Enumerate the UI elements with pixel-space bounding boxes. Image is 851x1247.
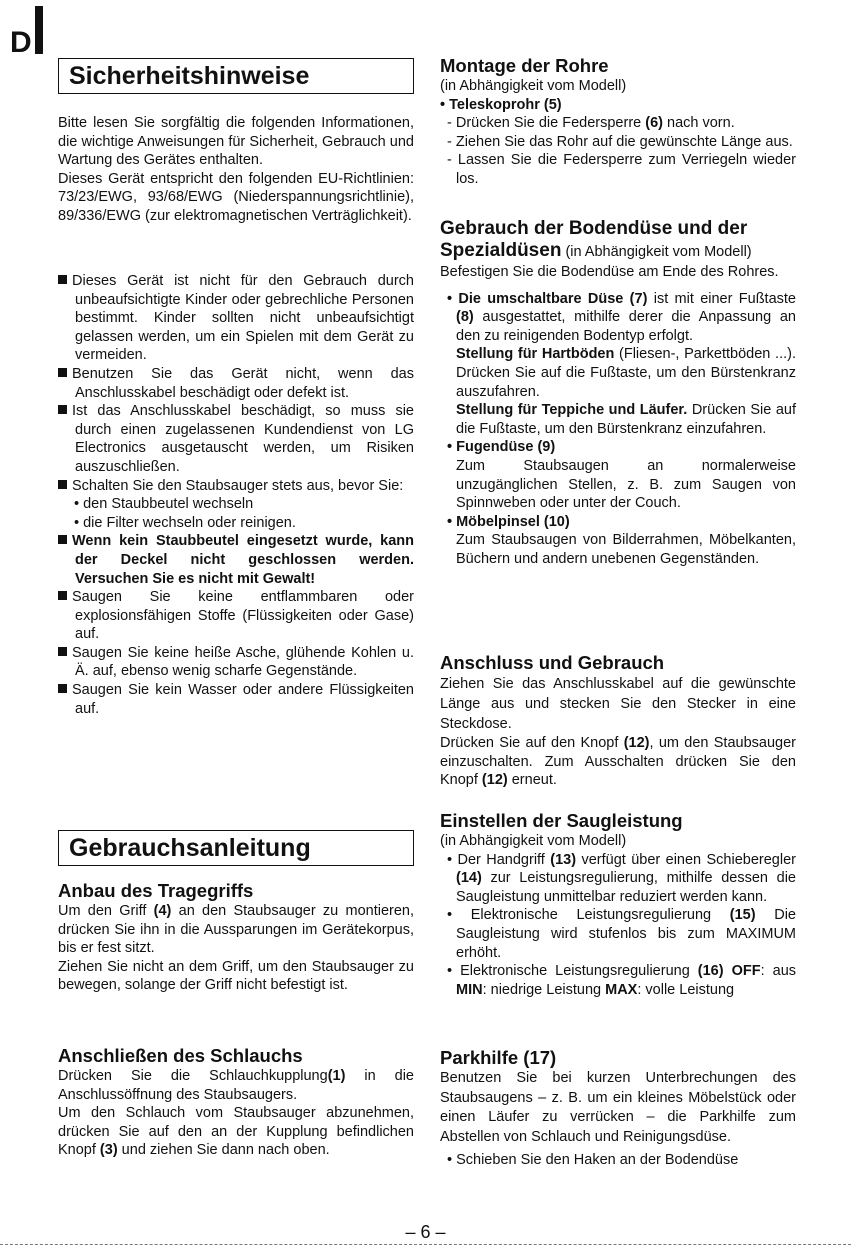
saug-note: (in Abhängigkeit vom Modell) bbox=[440, 833, 627, 849]
safety-list bbox=[58, 272, 414, 718]
rohre-note: (in Abhängigkeit vom Modell) bbox=[440, 78, 627, 94]
duese-section bbox=[440, 218, 796, 569]
duese-teppich: Stellung für Teppiche und Läufer. Drücken Sie auf die Fußtaste, um den Bürstenkranz einzufahren. bbox=[456, 402, 796, 437]
rohre-step: - Ziehen Sie das Rohr auf die gewünschte Länge aus. bbox=[447, 133, 793, 150]
fuge-text: Zum Staubsaugen an normalerweise unzugänglichen Stellen, z. B. zum Saugen von Spinnweben oder unter der Couch. bbox=[456, 457, 796, 512]
heading-schlauch: Anschließen des Schlauchs bbox=[58, 1045, 303, 1066]
anbau-section bbox=[58, 880, 414, 995]
rohre-step: - Lassen Sie die Federsperre zum Verriegeln wieder los. bbox=[447, 152, 796, 187]
safety-item: Dieses Gerät ist nicht für den Gebrauch durch unbeaufsichtigte Kinder oder gebrechliche Personen bestimmt. Kinder sollten nicht unbeaufsichtigt gelassen werden, um ein Spielen mit dem Gerät zu vermeiden. bbox=[58, 272, 414, 365]
safety-subitem: • den Staubbeutel wechseln bbox=[74, 496, 254, 513]
safety-item: Benutzen Sie das Gerät nicht, wenn das Anschlusskabel beschädigt oder defekt ist. bbox=[58, 365, 414, 402]
anschluss-section bbox=[440, 652, 796, 790]
safety-item: Saugen Sie kein Wasser oder andere Flüssigkeiten auf. bbox=[58, 681, 414, 718]
duese-intro: Befestigen Sie die Bodendüse am Ende des Rohres. bbox=[440, 264, 779, 280]
section-title-instructions: Gebrauchsanleitung bbox=[58, 830, 414, 866]
park-text: Benutzen Sie bei kurzen Unterbrechungen des Staubsaugens – z. B. um ein kleines Möbelstück oder einen Läufer zu verrücken – die Parkhilfe zum Abstellen von Schlauch und Reinigungsdüse. bbox=[440, 1070, 796, 1145]
moebel-heading: • Möbelpinsel (10) bbox=[447, 513, 570, 530]
heading-saug: Einstellen der Saugleistung bbox=[440, 810, 683, 831]
heading-park: Parkhilfe (17) bbox=[440, 1047, 557, 1068]
safety-intro bbox=[58, 114, 414, 226]
page-number: – 6 – bbox=[405, 1222, 446, 1242]
safety-item: Schalten Sie den Staubsauger stets aus, bevor Sie: bbox=[58, 477, 414, 496]
safety-item: Saugen Sie keine entflammbaren oder explosionsfähigen Stoffe (Flüssigkeiten oder Gase) auf. bbox=[58, 588, 414, 644]
heading-rohre: Montage der Rohre bbox=[440, 55, 609, 76]
park-text-2: • Schieben Sie den Haken an der Bodendüse bbox=[447, 1152, 739, 1168]
heading-anbau: Anbau des Tragegriffs bbox=[58, 880, 254, 901]
rohre-section bbox=[440, 55, 796, 189]
language-bar bbox=[35, 6, 43, 54]
safety-item: Saugen Sie keine heiße Asche, glühende Kohlen u. Ä. auf, ebenso wenig scharfe Gegenstände. bbox=[58, 644, 414, 681]
intro-text: Bitte lesen Sie sorgfältig die folgenden Informationen, die wichtige Anweisungen für Sicherheit, Gebrauch und Wartung des Gerätes enthalten. bbox=[58, 115, 414, 169]
safety-subitem: • die Filter wechseln oder reinigen. bbox=[74, 514, 296, 531]
bottom-divider bbox=[0, 1244, 851, 1246]
language-letter: D bbox=[10, 26, 32, 59]
rohre-tele: • Teleskoprohr (5) bbox=[440, 96, 562, 113]
rohre-step: - Drücken Sie die Federsperre (6) nach vorn. bbox=[447, 115, 735, 132]
saug-item: • Elektronische Leistungsregulierung (15) Die Saugleistung wird stufenlos bis zum MAXIMUM erhöht. bbox=[447, 907, 796, 961]
duese-umschalt: • Die umschaltbare Düse (7) ist mit einer Fußtaste (8) ausgestattet, mithilfe derer die Anpassung an den zu reinigenden Bodentyp erfolgt. bbox=[447, 290, 796, 344]
schlauch-text-2: Um den Schlauch vom Staubsauger abzunehmen, drücken Sie auf den an der Kupplung befindlichen Knopf (3) und ziehen Sie dann nach oben. bbox=[58, 1105, 414, 1159]
saug-item: • Elektronische Leistungsregulierung (16) OFF: aus MIN: niedrige Leistung MAX: volle Leistung bbox=[447, 963, 797, 998]
saug-item: • Der Handgriff (13) verfügt über einen Schieberegler (14) zur Leistungsregulierung, mithilfe dessen die Saugleistung unmittelbar reduziert werden kann. bbox=[447, 851, 796, 905]
schlauch-text: Drücken Sie die Schlauchkupplung(1) in die Anschlussöffnung des Staubsaugers. bbox=[58, 1068, 414, 1103]
moebel-text: Zum Staubsaugen von Bilderrahmen, Möbelkanten, Büchern und andern unebenen Gegenständen. bbox=[456, 532, 796, 567]
heading-anschluss: Anschluss und Gebrauch bbox=[440, 652, 665, 673]
directives-text: Dieses Gerät entspricht den folgenden EU-Richtlinien: 73/23/EWG, 93/68/EWG (Niederspannungsrichtlinie), 89/336/EWG (zur elektromagnetischen Verträglichkeit). bbox=[58, 170, 414, 224]
saug-section bbox=[440, 810, 796, 999]
schlauch-section bbox=[58, 1045, 414, 1160]
anbau-text: Um den Griff (4) an den Staubsauger zu montieren, drücken Sie ihn in die Aussparungen im Gerätekorpus, bis er fest sitzt. bbox=[58, 903, 415, 957]
park-section bbox=[440, 1047, 796, 1170]
fuge-heading: • Fugendüse (9) bbox=[447, 439, 556, 456]
safety-item: Ist das Anschlusskabel beschädigt, so muss sie durch einen zugelassenen Kundendienst von LG Electronics ausgetauscht werden, um Risiken auszuschließen. bbox=[58, 402, 414, 476]
anbau-text-2: Ziehen Sie nicht an dem Griff, um den Staubsauger zu bewegen, solange der Griff nicht befestigt ist. bbox=[58, 958, 414, 994]
section-title-safety: Sicherheitshinweise bbox=[58, 58, 414, 94]
anschluss-text-2: Drücken Sie auf den Knopf (12), um den Staubsauger einzuschalten. Zum Ausschalten drücken Sie den Knopf (12) erneut. bbox=[440, 735, 796, 789]
duese-hart: Stellung für Hartböden (Fliesen-, Parkettböden ...). Drücken Sie auf die Fußtaste, um den Bürstenkranz auszufahren. bbox=[456, 346, 796, 400]
safety-item-warning: Wenn kein Staubbeutel eingesetzt wurde, kann der Deckel nicht geschlossen werden. Versuchen Sie es nicht mit Gewalt! bbox=[58, 532, 414, 588]
anschluss-text: Ziehen Sie das Anschlusskabel auf die gewünschte Länge aus und stecken Sie den Stecker in eine Steckdose. bbox=[440, 676, 796, 732]
heading-duese: Gebrauch der Bodendüse und der Spezialdüsen (in Abhängigkeit vom Modell) bbox=[440, 218, 752, 261]
